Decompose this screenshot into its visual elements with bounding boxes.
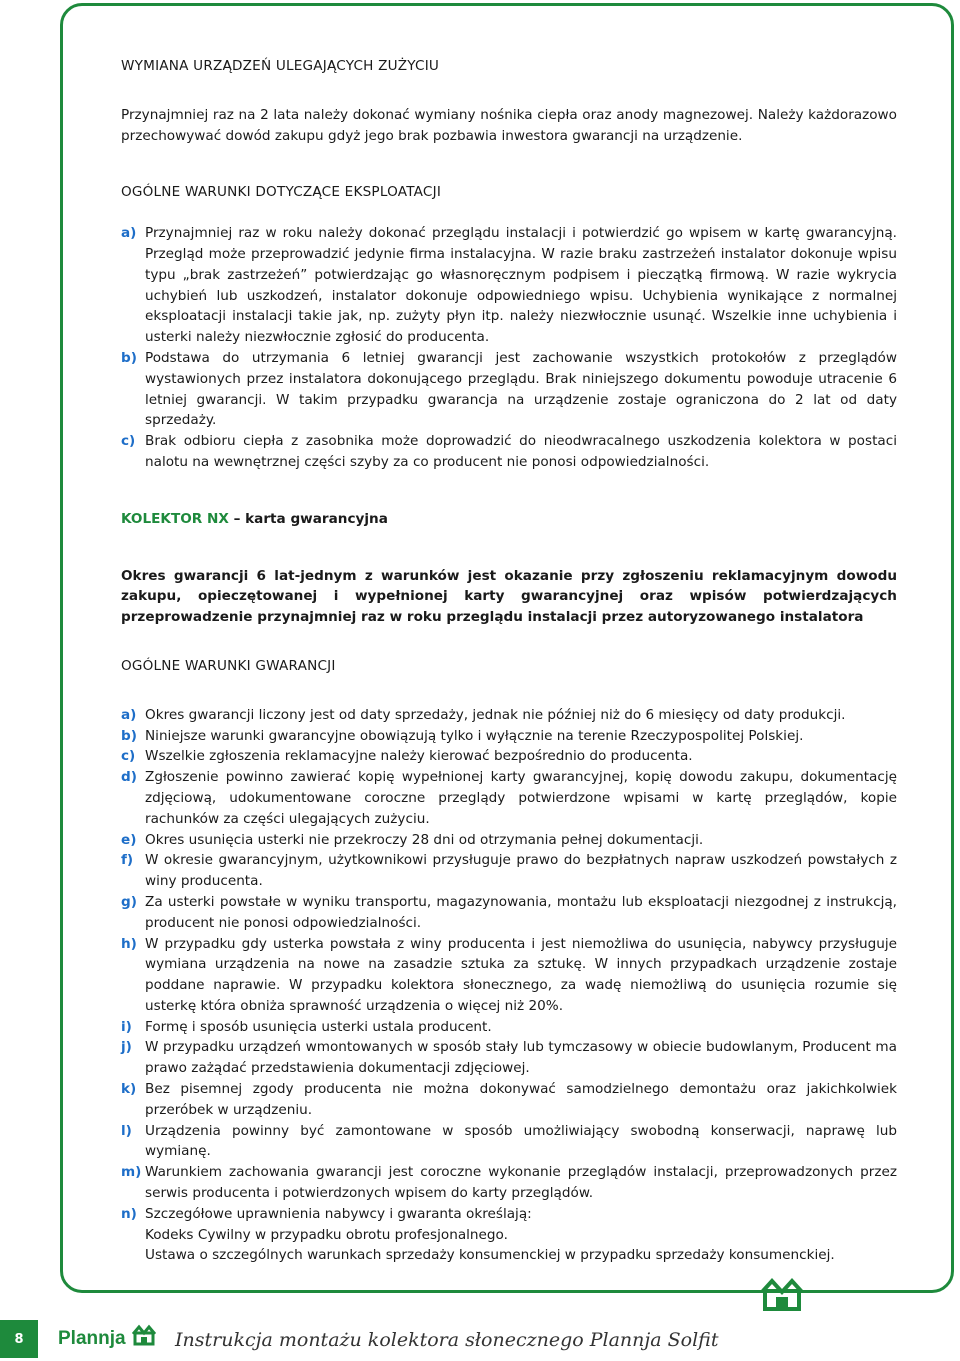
page-footer bbox=[0, 1298, 960, 1361]
list-item-text: Urządzenia powinny być zamontowane w sposób umożliwiający swobodną konserwacji, naprawę lub wymianę. bbox=[145, 1122, 897, 1160]
list-item bbox=[121, 767, 897, 829]
list-item bbox=[121, 1037, 897, 1079]
list-item-letter: b) bbox=[121, 349, 137, 366]
operation-conditions-list bbox=[121, 223, 897, 473]
list-item-letter: h) bbox=[121, 935, 137, 952]
list-item-letter: g) bbox=[121, 893, 137, 910]
list-item bbox=[121, 705, 897, 726]
list-item-text: Brak odbioru ciepła z zasobnika może doprowadzić do nieodwracalnego uszkodzenia kolektora w postaci nalotu na wewnętrznej części szyby za co producent nie ponosi odpowiedzialności. bbox=[145, 433, 897, 470]
list-item-letter: m) bbox=[121, 1164, 142, 1181]
list-item bbox=[121, 1204, 897, 1266]
list-item-text: W okresie gwarancyjnym, użytkownikowi przysługuje prawo do bezpłatnych napraw uszkodzeń powstałych z winy producenta. bbox=[145, 852, 897, 890]
list-item-letter: j) bbox=[121, 1039, 132, 1056]
list-item-letter: c) bbox=[121, 433, 136, 450]
brand-name: Plannja bbox=[58, 1328, 126, 1349]
list-item-text: Niniejsze warunki gwarancyjne obowiązują tylko i wyłącznie na terenie Rzeczypospolitej Polskiej. bbox=[145, 727, 804, 744]
list-item-text: Szczegółowe uprawnienia nabywcy i gwaranta określają: Kodeks Cywilny w przypadku obrotu profesjonalnego. Ustawa o szczególnych warunkach sprzedaży konsumenckiej w przypadku sprzedaży konsumenckiej. bbox=[145, 1205, 835, 1264]
list-item-letter: a) bbox=[121, 225, 137, 242]
list-item-text: Okres usunięcia usterki nie przekroczy 28 dni od otrzymania pełnej dokumentacji. bbox=[145, 831, 704, 848]
warranty-card-heading bbox=[121, 509, 897, 530]
list-item-text: Za usterki powstałe w wyniku transportu, magazynowania, montażu lub eksploatacji niezgodnej z instrukcją, producent nie ponosi odpowiedzialności. bbox=[145, 893, 897, 931]
list-item-letter: i) bbox=[121, 1018, 132, 1035]
list-item-text: Okres gwarancji liczony jest od daty sprzedaży, jednak nie później niż do 6 miesięcy od daty produkcji. bbox=[145, 706, 846, 723]
list-item bbox=[121, 348, 897, 431]
list-item-letter: l) bbox=[121, 1122, 132, 1139]
list-item-letter: f) bbox=[121, 852, 134, 869]
list-item-letter: c) bbox=[121, 748, 136, 765]
page-number: 8 bbox=[0, 1320, 38, 1358]
list-item-text: Przynajmniej raz w roku należy dokonać przeglądu instalacji i potwierdzić go wpisem w kartę gwarancyjną. Przegląd może przeprowadzić jedynie firma instalacyjna. W razie braku zastrzeżeń instalator dokonuje wpisu typu „brak zastrzeżeń” potwierdzając go własnoręcznym podpisem i pieczątką firmową. W razie wykrycia uchybień lub uszkodzeń, instalator dokonuje odpowiedniego wpisu. Uchybienia wynikające z normalnej eksploatacji instalacji takie jak, np. zużyty płyn itp. należy niezwłocznie usunąć. Wszelkie inne uchybienia i usterki należy niezwłocznie zgłosić do producenta. bbox=[145, 225, 897, 346]
list-item-text: Bez pisemnej zgody producenta nie można dokonywać samodzielnego demontażu oraz jakichkolwiek przeróbek w urządzeniu. bbox=[145, 1081, 897, 1118]
list-item-letter: b) bbox=[121, 727, 137, 744]
list-item bbox=[121, 746, 897, 767]
list-item bbox=[121, 1121, 897, 1163]
list-item-letter: k) bbox=[121, 1081, 137, 1098]
warranty-period-paragraph: Okres gwarancji 6 lat-jednym z warunków jest okazanie przy zgłoszeniu reklamacyjnym dowodu zakupu, opieczętowanej i wypełnionej karty gwarancyjnej oraz wpisów potwierdzających przeprowadzenie przynajmniej raz w roku przeglądu instalacji przez autoryzowanego instalatora bbox=[121, 567, 897, 626]
list-item bbox=[121, 431, 897, 473]
brand-house-icon bbox=[132, 1324, 156, 1346]
list-item bbox=[121, 934, 897, 1017]
list-item-letter: e) bbox=[121, 831, 137, 848]
footer-tagline: Instrukcja montażu kolektora słonecznego Plannja Solfit bbox=[175, 1329, 719, 1351]
section-heading-replacement: WYMIANA URZĄDZEŃ ULEGAJĄCYCH ZUŻYCIU bbox=[121, 58, 440, 74]
list-item-text: Wszelkie zgłoszenia reklamacyjne należy kierować bezpośrednio do producenta. bbox=[145, 748, 693, 765]
list-item-text: W przypadku urządzeń wmontowanych w sposób stały lub tymczasowy w obiecie budowlanym, Producent ma prawo zażądać przedstawienia dokumentacji zdjęciowej. bbox=[145, 1039, 897, 1077]
list-item-text: Formę i sposób usunięcia usterki ustala producent. bbox=[145, 1018, 492, 1035]
list-item-text: Warunkiem zachowania gwarancji jest coroczne wykonanie przeglądów instalacji, przeprowadzonych przez serwis producenta i potwierdzonych wpisem do karty przeglądów. bbox=[145, 1164, 897, 1202]
replacement-paragraph: Przynajmniej raz na 2 lata należy dokonać wymiany nośnika ciepła oraz anody magnezowej. Należy każdorazowo przechowywać dowód zakupu gdyż jego brak pozbawia inwestora gwarancji na urządzenie. bbox=[121, 106, 897, 144]
section-heading-warranty: OGÓLNE WARUNKI GWARANCJI bbox=[121, 657, 336, 674]
list-item-text: Podstawa do utrzymania 6 letniej gwarancji jest zachowanie wszystkich protokołów z przeglądów wystawionych przez instalatora dokonującego przeglądu. Brak niniejszego dokumentu powoduje utracenie 6 letniej gwarancji. W takim przypadku gwarancja na urządzenie zostaje ograniczona do 2 lat od daty sprzedaży. bbox=[145, 349, 897, 429]
warranty-conditions-list bbox=[121, 705, 897, 1267]
list-item-letter: n) bbox=[121, 1205, 137, 1222]
list-item bbox=[121, 1017, 897, 1038]
list-item-letter: d) bbox=[121, 769, 137, 786]
warranty-card-heading-rest: – karta gwarancyjna bbox=[228, 510, 388, 527]
list-item-text: Zgłoszenie powinno zawierać kopię wypełnionej karty gwarancyjnej, kopię dowodu zakupu, dokumentację zdjęciową, udokumentowane coroczne przeglądy potwierdzone wpisami w kartę przeglądów, kopie rachunków za części ulegających zużyciu. bbox=[145, 769, 897, 827]
section-heading-operation: OGÓLNE WARUNKI DOTYCZĄCE EKSPLOATACJI bbox=[121, 184, 442, 201]
list-item bbox=[121, 850, 897, 892]
list-item bbox=[121, 1079, 897, 1121]
list-item bbox=[121, 830, 897, 851]
list-item bbox=[121, 892, 897, 934]
warranty-card-heading-main: KOLEKTOR NX bbox=[121, 510, 229, 527]
list-item-text: W przypadku gdy usterka powstała z winy producenta i jest niemożliwa do usunięcia, nabywcy przysługuje wymiana urządzenia na nowe na zasadzie sztuka za sztukę. W innych przypadkach urządzenie zostaje poddane naprawie. W przypadku kolektora słonecznego, za wadę niemożliwą do usunięcia rozumie się usterkę która obniża sprawność urządzenia o więcej niż 20%. bbox=[145, 935, 897, 1014]
list-item-letter: a) bbox=[121, 706, 137, 723]
document-content bbox=[121, 56, 897, 1266]
list-item bbox=[121, 726, 897, 747]
list-item bbox=[121, 223, 897, 348]
list-item bbox=[121, 1162, 897, 1204]
